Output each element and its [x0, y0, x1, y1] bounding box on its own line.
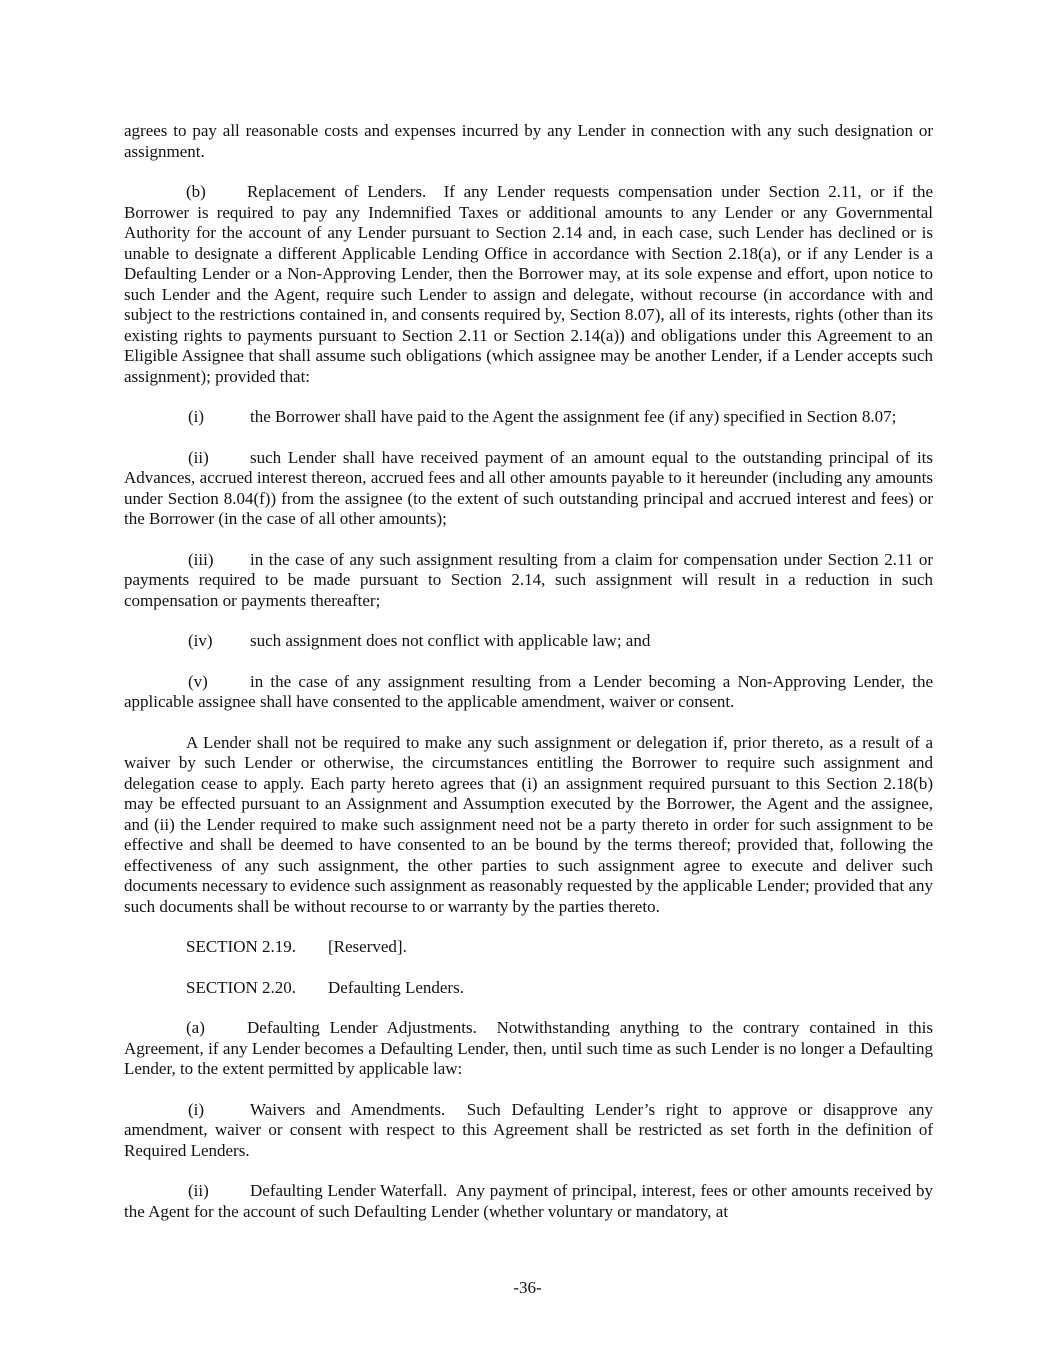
clause-text: in the case of any such assignment resulting from a claim for compensation under Section 2.11 or payments required to be made pursuant to Section 2.14, such assignment will result in a reduction in such compensation or payments thereafter; [124, 549, 933, 610]
clause-label: (iii) [188, 549, 214, 569]
clause-text: in the case of any assignment resulting from a Lender becoming a Non-Approving Lender, the applicable assignee shall have consented to the applicable amendment, waiver or consent. [124, 671, 933, 711]
paragraph-lender-not-required [124, 733, 933, 918]
clause-label: (iv) [188, 631, 213, 650]
section-2-19-heading [124, 937, 933, 958]
clause-text: such Lender shall have received payment of an amount equal to the outstanding principal of its Advances, accrued interest thereon, accrued fees and all other amounts payable to it hereunder (including any amounts under Section 8.04(f)) from the assignee (to the extent of such outstanding principal and accrued interest and fees) or the Borrower (in the case of all other amounts); [124, 447, 933, 528]
clause-item-ii [124, 448, 933, 530]
paragraph-a-defaulting-lender-adjustments [124, 1018, 933, 1080]
clause-item-i [124, 407, 933, 428]
clause-item-iii [124, 550, 933, 612]
clause-label: (ii) [188, 447, 209, 467]
clause-label: (i) [188, 1099, 205, 1119]
clause-text: Defaulting Lender Waterfall. Any payment of principal, interest, fees or other amounts received by the Agent for the account of such Defaulting Lender (whether voluntary or mandatory, at [124, 1181, 933, 1221]
clause-label: (b) [186, 182, 206, 201]
clause-text: Waivers and Amendments. Such Defaulting Lender’s right to approve or disapprove any amendment, waiver or consent with respect to this Agreement shall be restricted as set forth in the definition of Required Lenders. [124, 1099, 933, 1160]
clause-label: (v) [188, 671, 208, 691]
clause-text: such assignment does not conflict with applicable law; and [250, 631, 651, 650]
clause-text: the Borrower shall have paid to the Agent the assignment fee (if any) specified in Section 8.07; [250, 407, 897, 426]
section-number: SECTION 2.19. [186, 937, 297, 956]
clause-item-v [124, 672, 933, 713]
clause-label: (a) [186, 1018, 205, 1037]
section-2-20-heading [124, 978, 933, 999]
paragraph-text: agrees to pay all reasonable costs and expenses incurred by any Lender in connection with any such designation or assignment. [124, 121, 933, 161]
paragraph-text: A Lender shall not be required to make any such assignment or delegation if, prior thereto, as a result of a waiver by such Lender or otherwise, the circumstances entitling the Borrower to require such assignment and delegation cease to apply. Each party hereto agrees that (i) an assignment required pursuant to this Section 2.18(b) may be effected pursuant to an Assignment and Assumption executed by the Borrower, the Agent and the assignee, and (ii) the Lender required to make such assignment need not be a party thereto in order for such assignment to be effective and shall be deemed to have consented to an be bound by the terms thereof; provided that, following the effectiveness of any such assignment, the other parties to such assignment agree to execute and deliver such documents necessary to evidence such assignment as reasonably requested by the applicable Lender; provided that any such documents shall be without recourse to or warranty by the parties thereto. [124, 732, 933, 916]
section-number: SECTION 2.20. [186, 977, 297, 997]
page-number: -36- [513, 1278, 542, 1297]
paragraph-continuation [124, 121, 933, 162]
section-title: [Reserved]. [328, 937, 407, 956]
section-title: Defaulting Lenders. [328, 977, 464, 997]
clause-label: (ii) [188, 1181, 209, 1200]
page-content [124, 121, 933, 1242]
paragraph-text: Defaulting Lender Adjustments. Notwithstanding anything to the contrary contained in this Agreement, if any Lender becomes a Defaulting Lender, then, until such time as such Lender is no longer a Defaulting Lender, to the extent permitted by applicable law: [124, 1018, 933, 1078]
clause-item-i-waivers-amendments [124, 1100, 933, 1162]
paragraph-text: Replacement of Lenders. If any Lender requests compensation under Section 2.11, or if the Borrower is required to pay any Indemnified Taxes or additional amounts to any Lender or any Governmental Authority for the account of any Lender pursuant to Section 2.14 and, in each case, such Lender has declined or is unable to designate a different Applicable Lending Office in accordance with Section 2.18(a), or if any Lender is a Defaulting Lender or a Non-Approving Lender, then the Borrower may, at its sole expense and effort, upon notice to such Lender and the Agent, require such Lender to assign and delegate, without recourse (in accordance with and subject to the restrictions contained in, and consents required by, Section 8.07), all of its interests, rights (other than its existing rights to payments pursuant to Section 2.11 or Section 2.14(a)) and obligations under this Agreement to an Eligible Assignee that shall assume such obligations (which assignee may be another Lender, if a Lender accepts such assignment); provided that: [124, 182, 933, 386]
clause-item-iv [124, 631, 933, 652]
clause-label: (i) [188, 407, 205, 426]
paragraph-b-replacement-of-lenders [124, 182, 933, 387]
clause-item-ii-defaulting-lender-waterfall [124, 1181, 933, 1222]
